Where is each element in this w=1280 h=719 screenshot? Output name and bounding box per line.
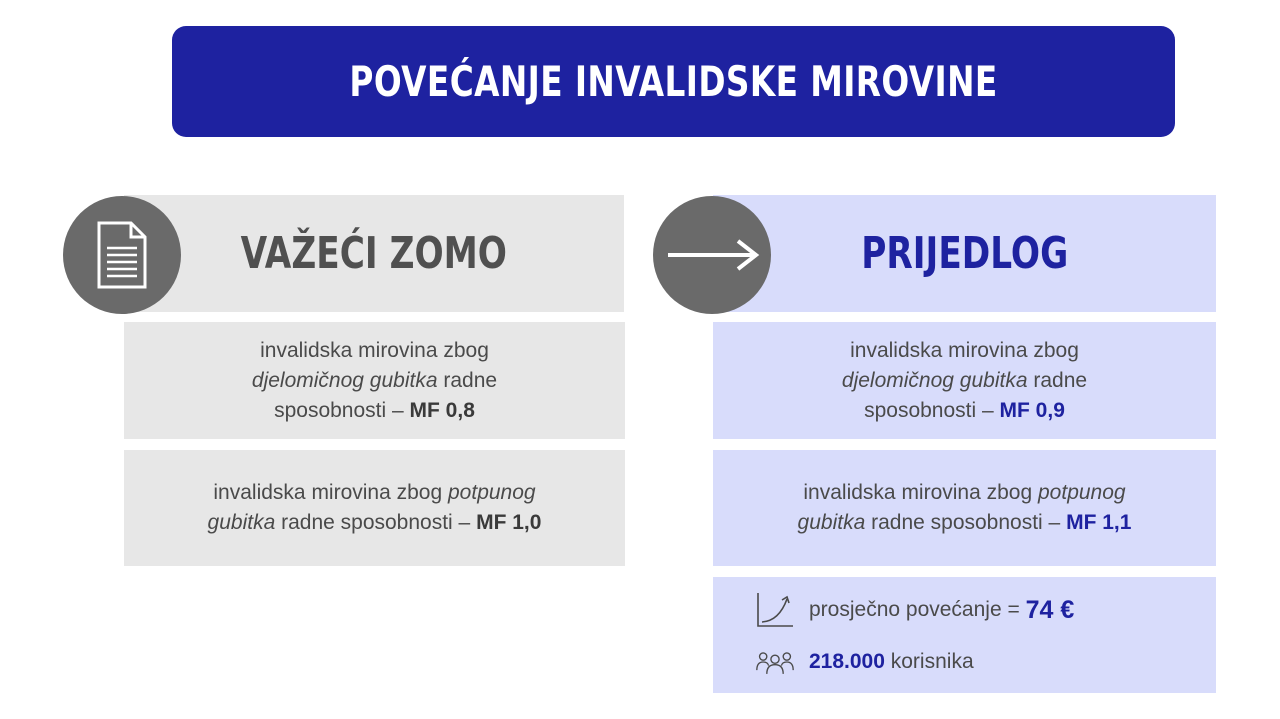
users-row (755, 643, 974, 681)
proposal-full-line1: invalidska mirovina zbog potpunog (803, 481, 1126, 504)
users-label: korisnika (884, 650, 974, 673)
proposal-stats-box (713, 577, 1216, 693)
current-full-line1: invalidska mirovina zbog potpunog (213, 481, 536, 504)
page-title: POVEĆANJE INVALIDSKE MIROVINE (349, 57, 998, 106)
proposal-full-mf: MF 1,1 (1066, 511, 1132, 534)
current-law-header (124, 195, 624, 312)
average-increase-label: prosječno povećanje = (809, 598, 1026, 621)
current-partial-line2: djelomičnog gubitka radne (251, 368, 498, 392)
users-value: 218.000 (809, 650, 885, 673)
current-partial-line3: sposobnosti – MF 0,8 (274, 398, 475, 422)
proposal-partial-line2: djelomičnog gubitka radne (841, 368, 1088, 392)
current-partial-box (124, 322, 625, 439)
proposal-partial-box (713, 322, 1216, 439)
proposal-full-line2: gubitka radne sposobnosti – MF 1,1 (797, 511, 1132, 534)
average-increase-value: 74 € (1025, 595, 1075, 624)
users-icon (755, 643, 795, 681)
proposal-partial-mf: MF 0,9 (999, 398, 1065, 422)
current-partial-mf: MF 0,8 (409, 398, 475, 422)
arrow-right-icon (653, 196, 771, 314)
proposal-partial-line1: invalidska mirovina zbog (850, 338, 1079, 362)
document-icon (63, 196, 181, 314)
current-full-line2: gubitka radne sposobnosti – MF 1,0 (207, 511, 542, 534)
title-banner (172, 26, 1175, 137)
proposal-title: PRIJEDLOG (860, 228, 1069, 279)
current-law-title: VAŽEĆI ZOMO (240, 228, 508, 279)
average-increase-row (755, 591, 1074, 629)
proposal-full-box (713, 450, 1216, 566)
current-full-box (124, 450, 625, 566)
proposal-partial-line3: sposobnosti – MF 0,9 (864, 398, 1065, 422)
growth-chart-icon (755, 591, 795, 629)
current-partial-line1: invalidska mirovina zbog (260, 338, 489, 362)
proposal-header (713, 195, 1216, 312)
current-full-mf: MF 1,0 (476, 511, 542, 534)
